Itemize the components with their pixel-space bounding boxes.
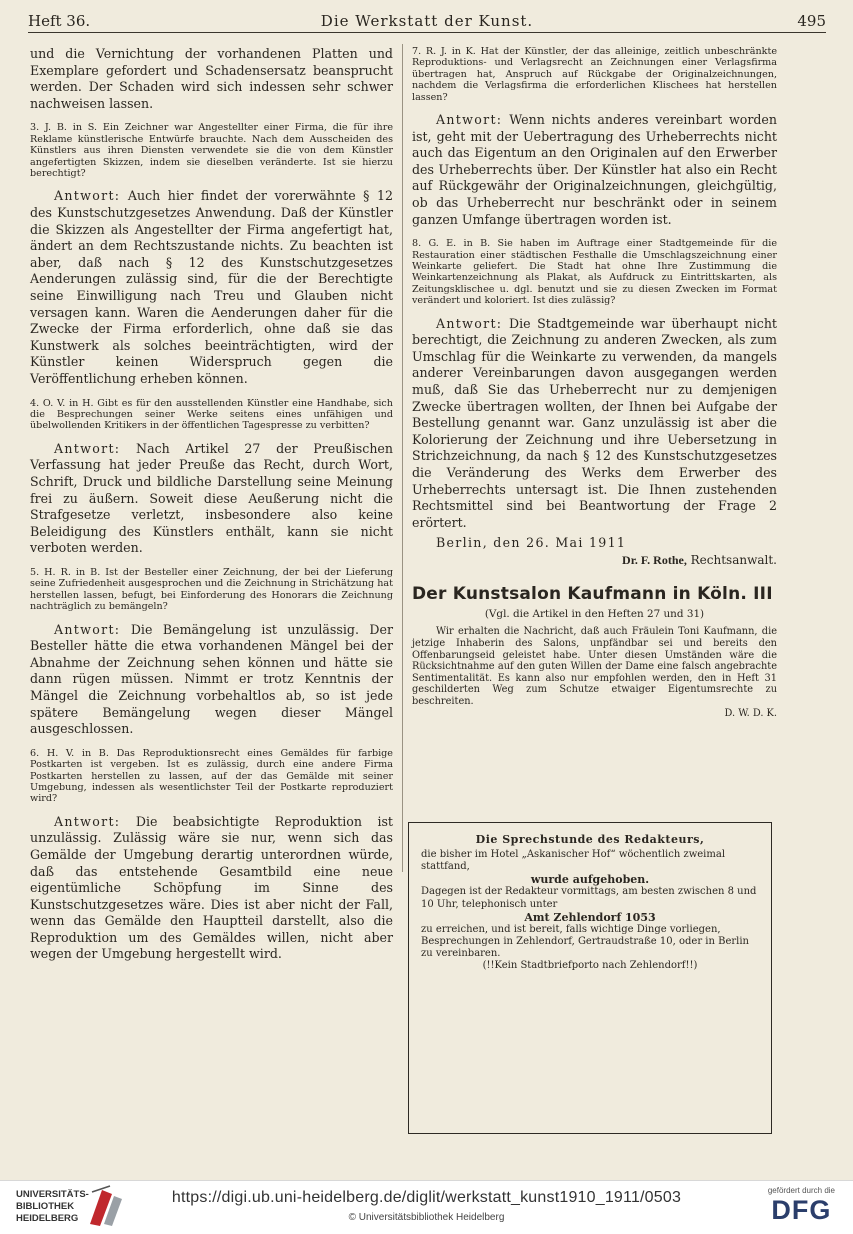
issue-number: Heft 36. — [28, 12, 91, 30]
dfg-wordmark: DFG — [771, 1195, 832, 1225]
intro-paragraph: und die Vernichtung der vorhandenen Platten und Exemplare gefordert und Schadensersatz beansprucht werden. Der Schaden wird sich indessen sehr schwer nachweisen lassen. — [30, 46, 393, 111]
dfg-logo — [768, 1186, 835, 1225]
signature: Dr. F. Rothe, Rechtsanwalt. — [622, 553, 777, 568]
editor-notice-box — [408, 822, 772, 1134]
left-column — [30, 46, 393, 963]
notice-line-3: zu erreichen, und ist bereit, falls wichtige Dinge vorliegen, Besprechungen in Zehlendorf, Gertraudstraße 10, oder in Berlin zu vereinbaren. — [421, 923, 749, 960]
notice-title: Die Sprechstunde des Redakteurs, — [475, 833, 705, 846]
question-3: 3. J. B. in S. Ein Zeichner war Angestellter einer Firma, die für ihre Reklame künstlerische Entwürfe brauchte. Nach dem Ausscheiden des Künstlers aus ihren Diensten verwendete sie die von dem Künstler angefertigten Skizzen, indem sie dieselben veränderte. Ist sie hierzu berechtigt? — [30, 122, 393, 179]
right-column — [412, 46, 777, 719]
notice-line-4: (!!Kein Stadtbriefporto nach Zehlendorf!!) — [482, 960, 698, 972]
question-5: 5. H. R. in B. Ist der Besteller einer Zeichnung, der bei der Lieferung seine Zufriedenheit ausgesprochen und die Zeichnung in Strichätzung hat herstellen lassen, befugt, bei Einforderung des Honorars die Zeichnung nachträglich zu bemängeln? — [30, 566, 393, 613]
answer-7: Antwort: Wenn nichts anderes vereinbart worden ist, geht mit der Uebertragung des Urheberrechts nicht auch das Eigentum an den Originalen auf den Erwerber des Urheberrechts über. Der Künstler hat also ein Recht auf Rückgewähr der Originalzeichnungen, gleichgültig, ob das Urheberrecht nur beschränkt oder in seinem ganzen Umfange übertragen worden ist. — [412, 112, 777, 227]
notice-line-2: Dagegen ist der Redakteur vormittags, am besten zwischen 8 und 10 Uhr, telephonisch unter — [421, 886, 757, 910]
answer-8: Antwort: Die Stadtgemeinde war überhaupt nicht berechtigt, die Zeichnung zu anderen Zwecken, als zum Umschlag für die Weinkarte zu verwenden, da mangels anderer Vereinbarungen davon ausgegangen werden muß, daß Sie das Urheberrecht nur zu demjenigen Zwecke übertragen wollten, der Ihnen bei Aufgabe der Bestellung genannt war. Ganz unzulässig ist aber die Kolorierung der Zeichnung und ihre Uebersetzung in Strichzeichnung, da nach § 12 des Kunstschutzgesetzes die Veränderung des Werks dem Erwerber des Urheberrechts untersagt ist. Die Ihnen zustehenden Rechtsmittel sind bei Beantwortung der Frage 2 erörtert. — [412, 315, 777, 530]
notice-phone: Amt Zehlendorf 1053 — [524, 910, 656, 924]
question-8: 8. G. E. in B. Sie haben im Auftrage einer Stadtgemeinde für die Restauration einer städtischen Festhalle die Umschlagszeichnung einer Weinkarte geliefert. Die Stadt hat ohne Ihre Zustimmung die Weinkartenzeichnung als Plakat, als Aufdruck zu Eintrittskarten, als Zeitungsklischee u. dgl. benutzt und sie zu diesen Zwecken im Format verändert und koloriert. Ist dies zulässig? — [412, 238, 777, 307]
library-name: UNIVERSITÄTS- BIBLIOTHEK HEIDELBERG — [16, 1189, 89, 1224]
question-6: 6. H. V. in B. Das Reproduktionsrecht eines Gemäldes für farbige Postkarten ist vergeben. Ist es zulässig, durch eine andere Firma Postkarten herstellen zu lassen, auf der das Gemälde mit seiner Umgebung, indessen als wesentlichster Teil der Postkarte reproduziert wird? — [30, 747, 393, 805]
permalink-url[interactable]: https://digi.ub.uni-heidelberg.de/diglit/werkstatt_kunst1910_1911/0503 — [171, 1189, 682, 1206]
copyright-notice: © Universitätsbibliothek Heidelberg — [348, 1212, 505, 1223]
funded-by-label: gefördert durch die — [767, 1186, 835, 1195]
question-4: 4. O. V. in H. Gibt es für den ausstellenden Künstler eine Handhabe, sich die Besprechungen seiner Werke seitens eines unfähigen und übelwollenden Kritikers in der öffentlichen Tagespresse zu verbitten? — [30, 397, 393, 432]
article-initials: D. W. D. K. — [724, 707, 777, 719]
answer-6: Antwort: Die beabsichtigte Reproduktion ist unzulässig. Zulässig wäre sie nur, wenn sich das Gemälde der Umgebung derartig unterordnen würde, daß das entstehende Gesamtbild eine neue eigentümliche Schöpfung im Sinne des Kunstschutzgesetzes wäre. Dies ist aber nicht der Fall, wenn das Gemälde den Hauptteil darstellt, also die Reproduktion um des Gemäldes willen, nicht aber wegen der Umgebung hergestellt wird. — [30, 813, 393, 962]
notice-cancelled: wurde aufgehoben. — [530, 873, 650, 887]
dateline: Berlin, den 26. Mai 1911 — [436, 535, 627, 551]
journal-title: Die Werkstatt der Kunst. — [320, 12, 534, 30]
article-title: Der Kunstsalon Kaufmann in Köln. III — [412, 584, 773, 605]
article-subtitle: (Vgl. die Artikel in den Heften 27 und 31) — [484, 608, 705, 621]
question-7: 7. R. J. in K. Hat der Künstler, der das alleinige, zeitlich unbeschränkte Reproduktions- und Verlagsrecht an Zeichnungen einer Verlagsfirma übertragen hat, Anspruch auf Rückgabe der Originalzeichnungen, nachdem die Verlagsfirma die erforderlichen Klischees hat herstellen lassen? — [412, 46, 777, 103]
answer-5: Antwort: Die Bemängelung ist unzulässig. Der Besteller hätte die etwa vorhandenen Mängel bei der Abnahme der Zeichnung sehen können und hätte sie dann rügen müssen. Nimmt er trotz Kenntnis der Mängel die Zeichnung vorbehaltlos ab, so ist jede spätere Bemängelung wegen dieser Mängel ausgeschlossen. — [30, 621, 393, 737]
running-header — [28, 10, 826, 33]
answer-3: Antwort: Auch hier findet der vorerwähnte § 12 des Kunstschutzgesetzes Anwendung. Daß der Künstler die Skizzen als Angestellter der Firma angefertigt hat, ändert an dem Rechtszustande nichts. Zu beachten ist aber, daß nach § 12 des Kunstschutzgesetzes Aenderungen zulässig sind, für die der Berechtigte seine Einwilligung nach Treu und Glauben nicht versagen kann. Waren die Aenderungen daher für die Zwecke der Firma erforderlich, ohne daß sie das Kunstwerk als solches beeinträchtigten, wird der Künstler keinen Widerspruch gegen die Veröffentlichung erheben können. — [30, 188, 393, 386]
notice-line-1: die bisher im Hotel „Askanischer Hof“ wöchentlich zweimal stattfand, — [421, 849, 726, 873]
viewer-footer — [0, 1180, 853, 1234]
answer-4: Antwort: Nach Artikel 27 der Preußischen Verfassung hat jeder Preuße das Recht, durch Wort, Schrift, Druck und bildliche Darstellung seine Meinung frei zu äußern. Soweit diese Aeußerung nicht die Strafgesetze verletzt, insbesondere also keine Beleidigung des Künstlers enthält, kann sie nicht verboten werden. — [30, 440, 393, 556]
page-number: 495 — [797, 12, 826, 30]
article-body: Wir erhalten die Nachricht, daß auch Fräulein Toni Kaufmann, die jetzige Inhaberin des Salons, unpfändbar sei und bereits den Offenbarungseid geleistet habe. Unter diesen Umständen wäre die Rücksichtnahme auf den guten Willen der Dame eine falsch angebrachte Sentimentalität. Es kann also nur empfohlen werden, den in Heft 31 geschilderten Weg zum Schutze etwaiger Eigentumsrechte zu beschreiten. — [412, 626, 777, 707]
column-divider — [402, 44, 403, 872]
